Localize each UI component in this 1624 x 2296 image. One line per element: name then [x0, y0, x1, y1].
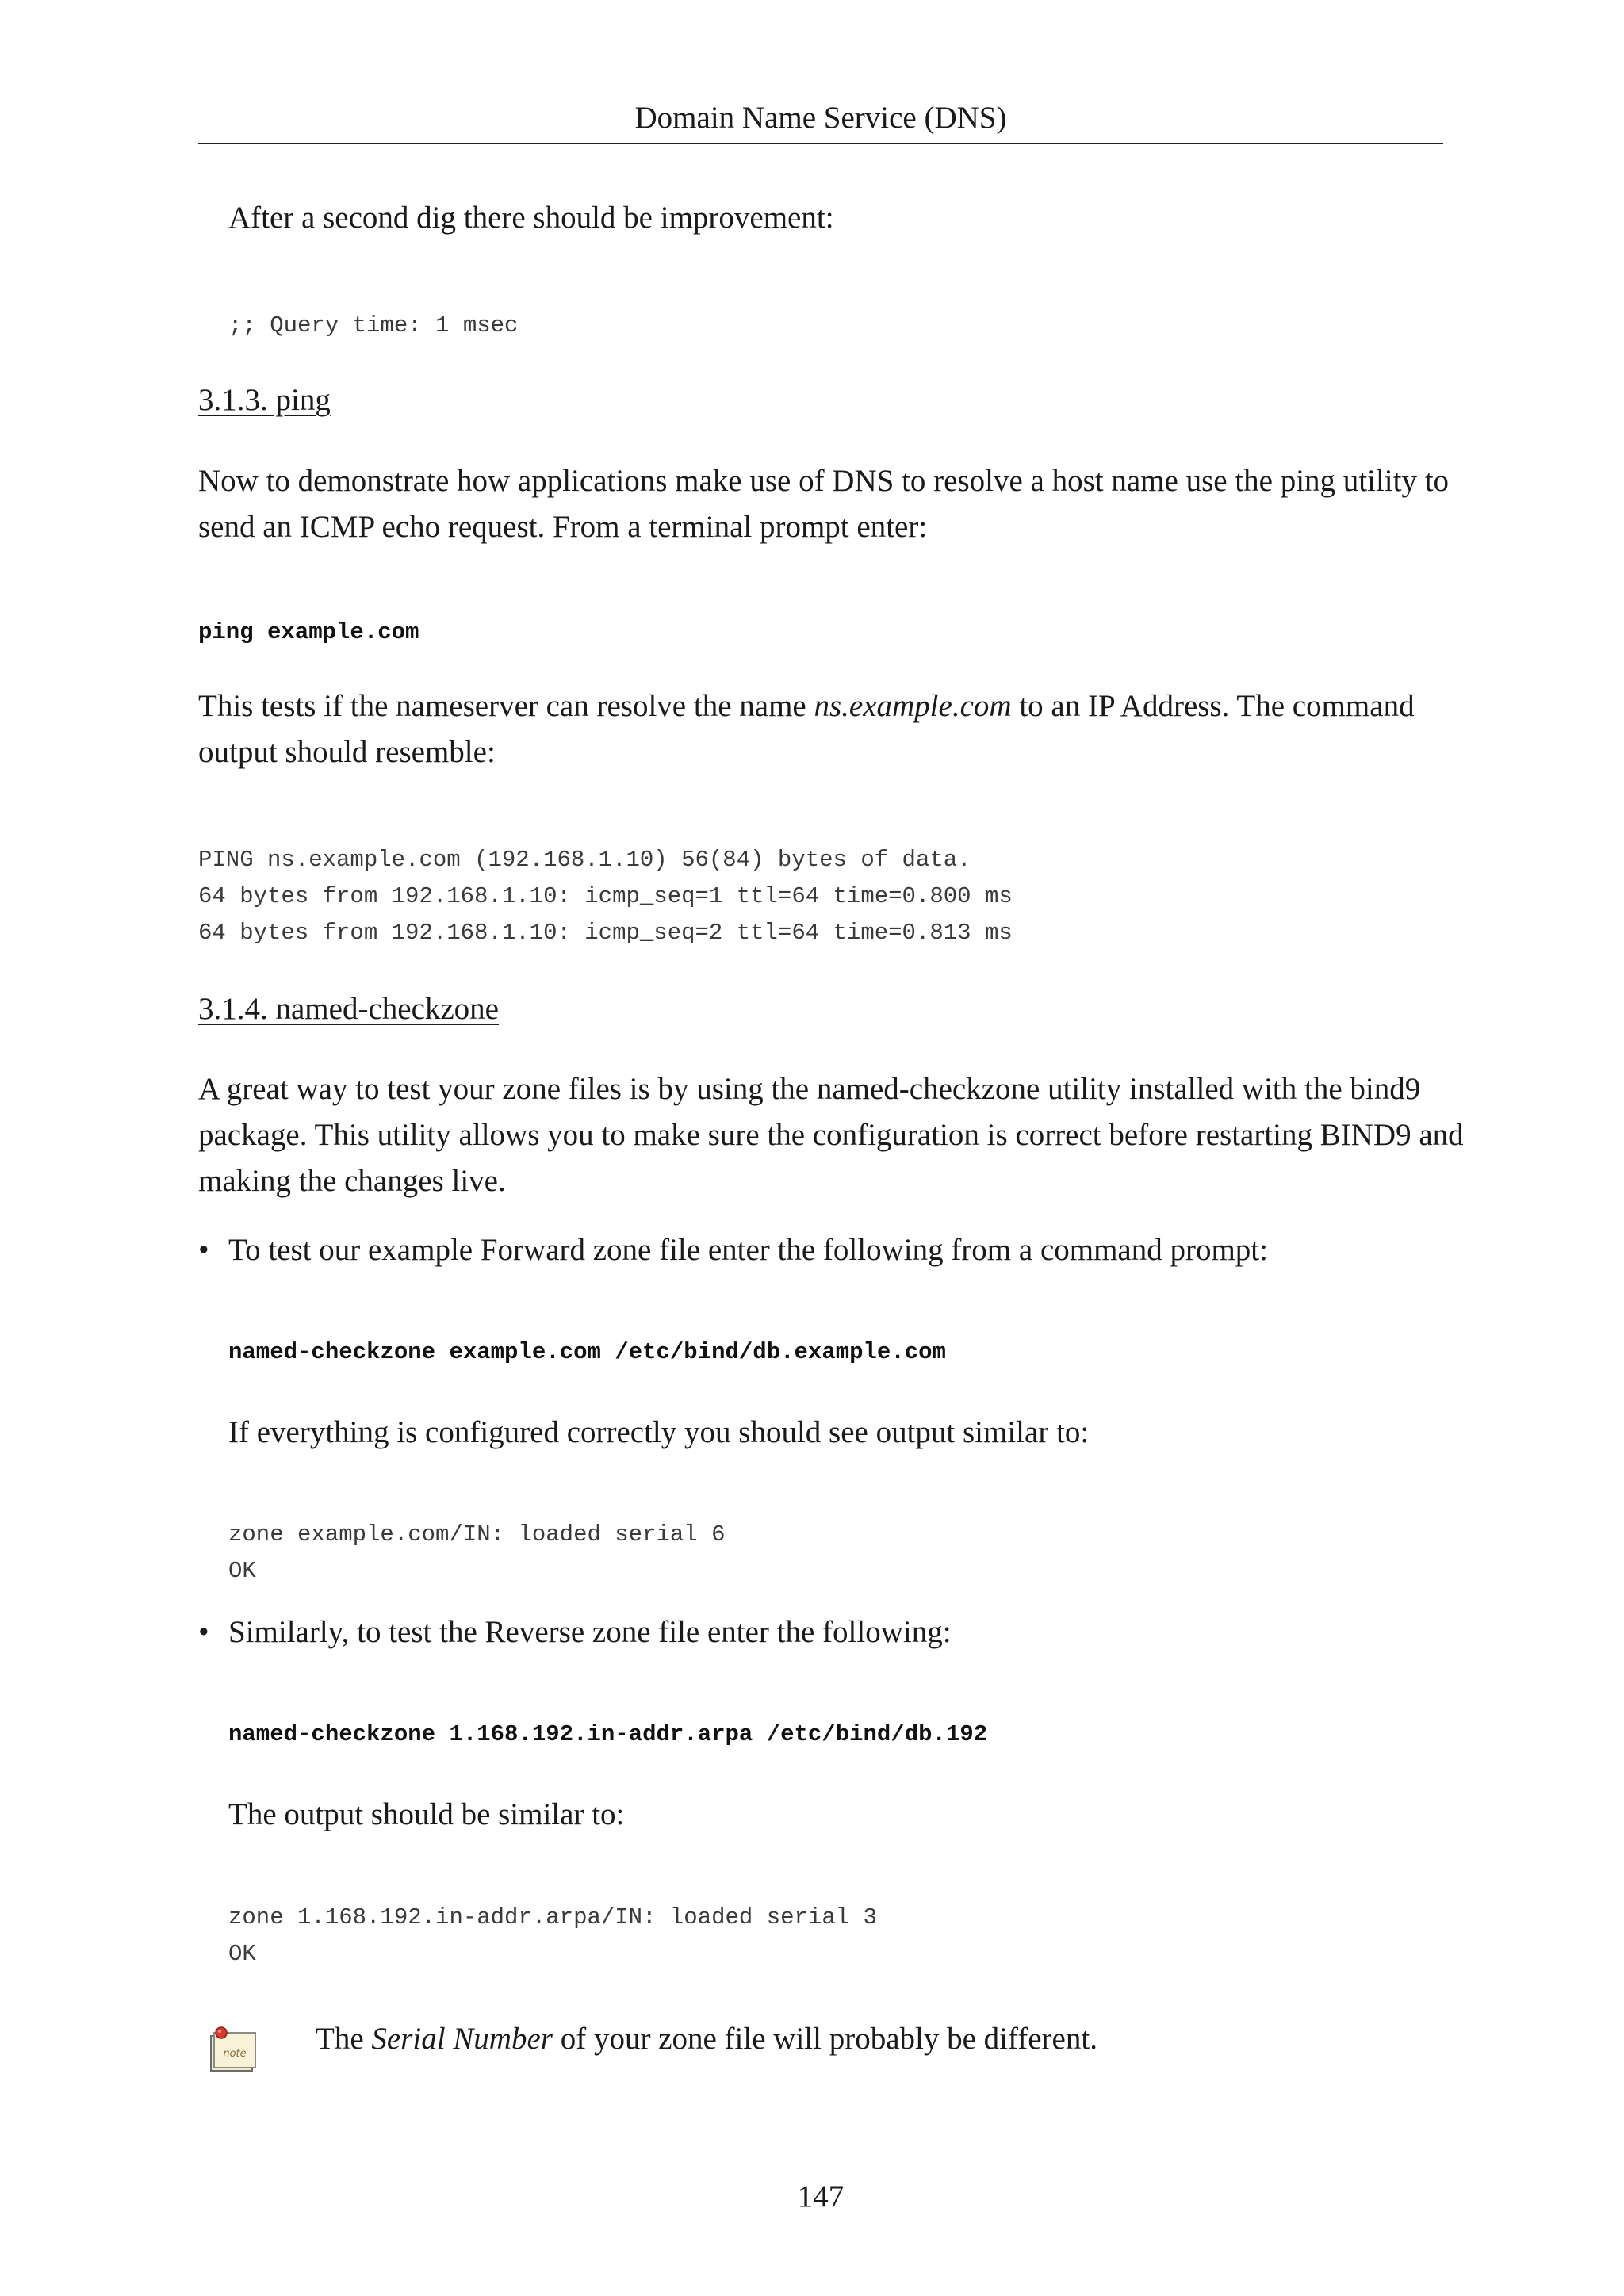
bullet-1-text: To test our example Forward zone file enter the following from a command prompt: [228, 1233, 1268, 1267]
reverse-zone-output-block [228, 1900, 877, 1973]
reverse-zone-output-line: OK [228, 1941, 256, 1967]
ping-intro-paragraph [198, 458, 1449, 550]
forward-zone-output-block [228, 1517, 726, 1590]
query-time-output: ;; Query time: 1 msec [228, 312, 519, 339]
reverse-zone-output-line: zone 1.168.192.in-addr.arpa/IN: loaded serial 3 [228, 1904, 877, 1931]
ping-result-hostname: ns.example.com [814, 689, 1012, 723]
note-text-post: of your zone file will probably be different. [552, 2022, 1097, 2056]
bullet-1-marker: • [198, 1233, 209, 1267]
ping-result-line-1 [198, 683, 1415, 729]
checkzone-line-1: A great way to test your zone files is by using the named-checkzone utility installed with the bind9 [198, 1072, 1421, 1106]
bullet-2-text: Similarly, to test the Reverse zone file enter the following: [228, 1615, 952, 1649]
header-rule [198, 143, 1443, 144]
ping-intro-line-1: Now to demonstrate how applications make use of DNS to resolve a host name use the ping utility to [198, 464, 1450, 498]
ping-result-line-2: output should resemble: [198, 735, 496, 769]
forward-zone-output-line: zone example.com/IN: loaded serial 6 [228, 1521, 726, 1548]
ping-result-paragraph [198, 683, 1415, 775]
checkzone-paragraph [198, 1066, 1464, 1204]
section-heading-checkzone: 3.1.4. named-checkzone [198, 992, 499, 1026]
ping-output-line: 64 bytes from 192.168.1.10: icmp_seq=2 ttl=64 time=0.813 ms [198, 920, 1013, 946]
bullet-2-marker: • [198, 1615, 209, 1649]
ping-result-text-pre: This tests if the nameserver can resolve the name [198, 689, 814, 723]
checkzone-line-3: making the changes live. [198, 1164, 506, 1198]
forward-zone-command: named-checkzone example.com /etc/bind/db.example.com [228, 1339, 946, 1365]
ping-result-text-post: to an IP Address. The command [1011, 689, 1415, 723]
note-icon-label: note [223, 2048, 247, 2060]
ping-intro-line-2: send an ICMP echo request. From a terminal prompt enter: [198, 510, 928, 544]
ping-output-line: 64 bytes from 192.168.1.10: icmp_seq=1 ttl=64 time=0.800 ms [198, 883, 1013, 909]
forward-zone-output-line: OK [228, 1558, 256, 1584]
ping-output-line: PING ns.example.com (192.168.1.10) 56(84) bytes of data. [198, 847, 971, 873]
intro-paragraph: After a second dig there should be improvement: [228, 201, 834, 235]
note-text-pre: The [316, 2022, 372, 2056]
reverse-zone-command: named-checkzone 1.168.192.in-addr.arpa /etc/bind/db.192 [228, 1721, 988, 1747]
page-number: 147 [797, 2179, 845, 2214]
running-header: Domain Name Service (DNS) [634, 101, 1007, 135]
forward-zone-followup: If everything is configured correctly you should see output similar to: [228, 1415, 1090, 1449]
note-serial-number: Serial Number [371, 2022, 553, 2056]
ping-command: ping example.com [198, 619, 419, 645]
section-heading-ping: 3.1.3. ping [198, 383, 331, 417]
reverse-zone-followup: The output should be similar to: [228, 1797, 625, 1831]
ping-output-block [198, 842, 1013, 951]
checkzone-line-2: package. This utility allows you to make sure the configuration is correct before restarting BIND9 and [198, 1118, 1464, 1152]
note-icon [208, 2023, 257, 2074]
note-text [316, 2016, 1097, 2062]
